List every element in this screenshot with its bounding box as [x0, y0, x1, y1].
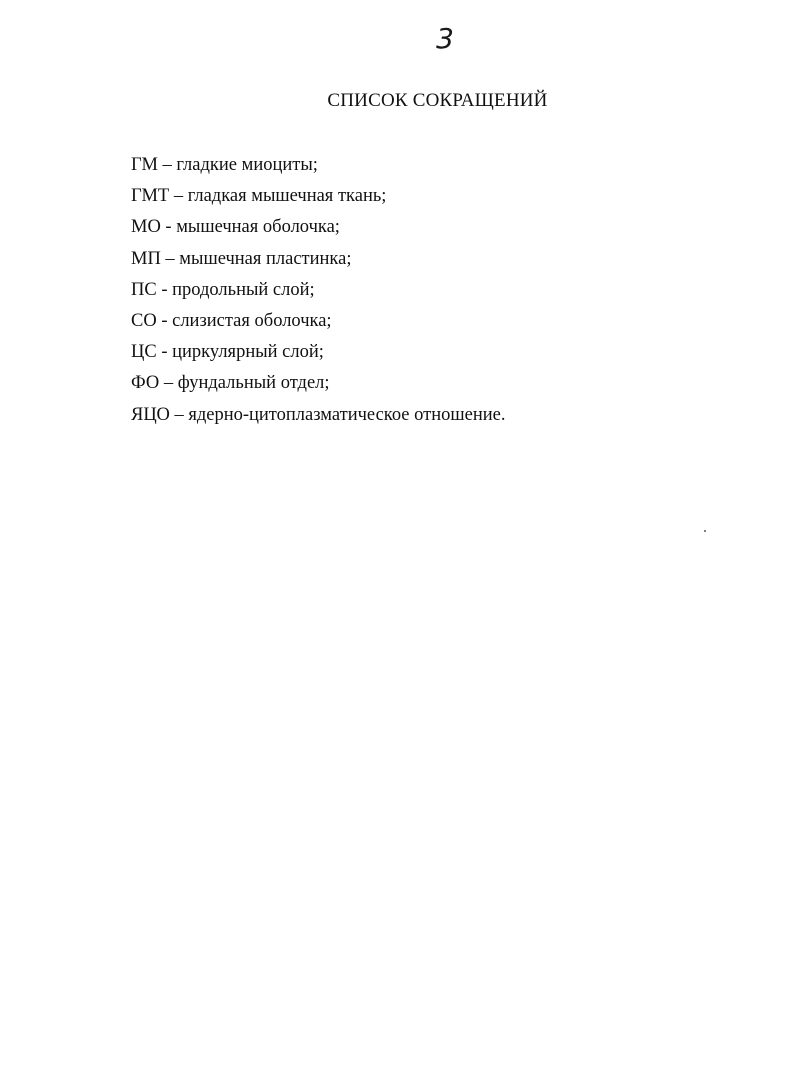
abbreviation-item: СО - слизистая оболочка;	[131, 310, 332, 331]
abbreviation-item: ГМ – гладкие миоциты;	[131, 155, 318, 175]
page-title: СПИСОК СОКРАЩЕНИЙ	[327, 90, 548, 111]
scan-speck	[704, 530, 706, 532]
abbreviation-item: МО - мышечная оболочка;	[131, 217, 340, 238]
abbreviation-item: ФО – фундальный отдел;	[131, 373, 330, 394]
abbreviation-item: ПС - продольный слой;	[131, 279, 315, 300]
abbreviation-item: ЯЦО – ядерно-цитоплазматическое отношение.	[131, 404, 506, 425]
page-number: 3	[436, 22, 454, 55]
abbreviation-list	[131, 150, 505, 431]
abbreviation-item: МП – мышечная пластинка;	[131, 248, 352, 269]
abbreviation-item: ЦС - циркулярный слой;	[131, 342, 324, 363]
abbreviation-item: ГМТ – гладкая мышечная ткань;	[131, 186, 387, 207]
